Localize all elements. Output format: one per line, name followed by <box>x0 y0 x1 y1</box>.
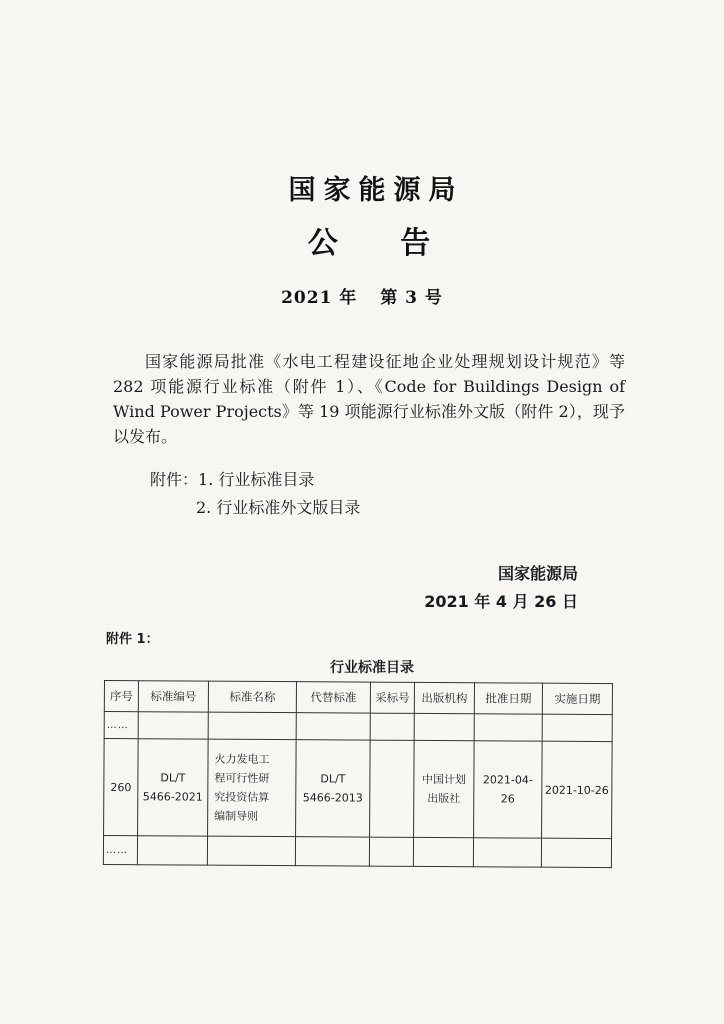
name-line: 火力发电工 <box>214 752 270 767</box>
table-header-row <box>104 681 612 715</box>
attachment-item-label: 1. 行业标准目录 <box>198 470 315 489</box>
agency-title: 国家能源局 <box>288 175 464 206</box>
publisher-line: 中国计划 <box>421 772 466 787</box>
replaced-line: DL/T <box>320 772 346 786</box>
attachment-prefix: 附件： <box>150 470 199 489</box>
column-header: 标准名称 <box>208 681 296 713</box>
table-title: 行业标准目录 <box>330 660 414 676</box>
attachment-item-2 <box>150 494 360 522</box>
attachment-list <box>150 466 360 522</box>
column-header: 代替标准 <box>296 682 370 713</box>
ellipsis-cell: …… <box>103 836 137 865</box>
replaced-line: 5466-2013 <box>302 791 363 805</box>
standards-catalog-table <box>103 680 613 868</box>
signature-agency: 国家能源局 <box>497 564 578 583</box>
name-line: 编制导则 <box>214 809 259 823</box>
name-line: 究投资估算 <box>214 790 270 805</box>
issue-year: 2021 年 <box>281 288 358 308</box>
issue-number <box>0 283 724 308</box>
column-header: 实施日期 <box>542 683 612 714</box>
name-cell <box>208 739 297 837</box>
ellipsis-cell: …… <box>104 712 138 739</box>
code-line: 5466-2021 <box>142 790 203 804</box>
attachment-item-1 <box>150 466 360 494</box>
announcement-paragraph: 国家能源局批准《水电工程建设征地企业处理规划设计规范》等 282 项能源行业标准（附件 1）、《Code for Buildings Design of Wind Power Projects》等 19 项能源行业标准外文版（附件 2），现予以发布。 <box>113 352 625 446</box>
column-header: 批准日期 <box>474 683 542 714</box>
code-cell <box>138 739 209 836</box>
approved-date-cell: 2021-04-26 <box>474 741 543 838</box>
publisher-cell <box>414 740 475 837</box>
seq-cell: 260 <box>104 739 139 836</box>
table-row-ellipsis <box>104 712 612 742</box>
announcement-body <box>113 349 625 449</box>
attachment-item-label: 2. 行业标准外文版目录 <box>196 498 361 517</box>
column-header: 出版机构 <box>414 682 474 713</box>
signature-date: 2021 年 4 月 26 日 <box>424 592 578 611</box>
signature-block <box>424 560 578 616</box>
column-header: 序号 <box>104 681 138 712</box>
attachment1-label: 附件 1： <box>106 632 159 647</box>
table-row-ellipsis <box>103 836 611 868</box>
column-header: 标准编号 <box>138 681 208 712</box>
column-header: 采标号 <box>370 682 414 713</box>
name-line: 程可行性研 <box>214 771 270 786</box>
adopted-cell <box>370 740 415 837</box>
code-line: DL/T <box>160 771 186 785</box>
replaced-cell <box>296 740 371 837</box>
notice-title: 公 告 <box>307 226 457 261</box>
effective-date-cell: 2021-10-26 <box>542 741 613 838</box>
table-row <box>104 739 613 839</box>
publisher-line: 出版社 <box>427 791 461 806</box>
issue-no: 第 3 号 <box>380 288 443 308</box>
